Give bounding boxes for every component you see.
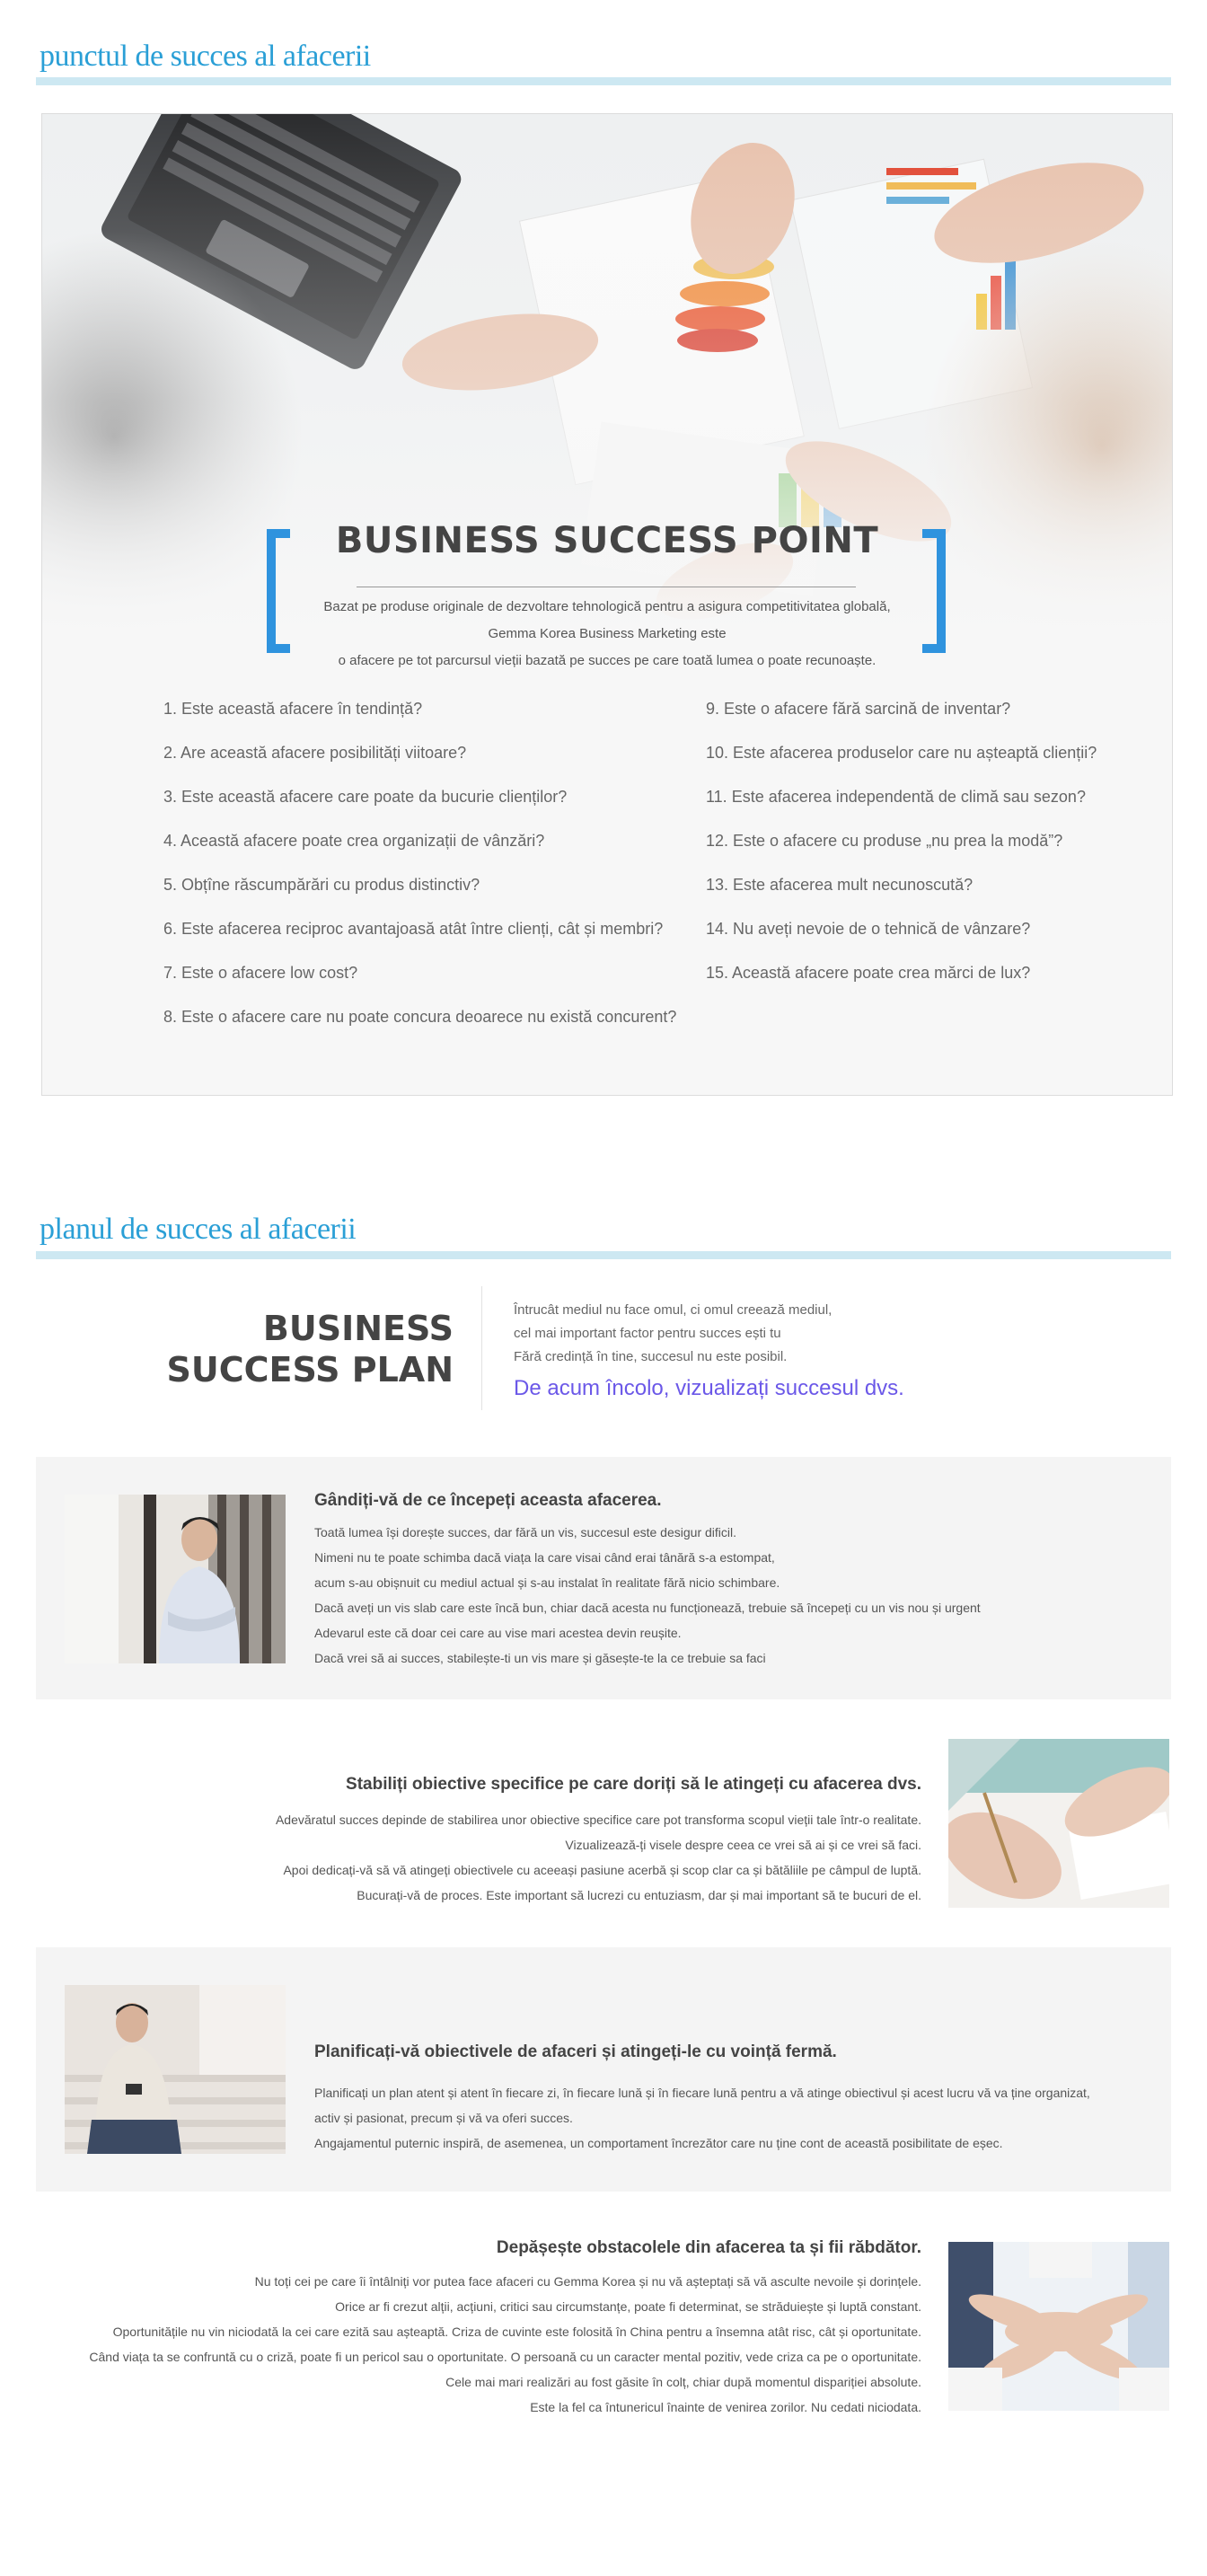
- block-4-line: Când viața ta se confruntă cu o criză, poate fi un pericol sau o oportunitate. O persoană cu un caracter mental pozitiv, vede criza ca pe o oportunitate.: [89, 2350, 921, 2364]
- intro-line-2: cel mai important factor pentru succes ești tu: [514, 1326, 781, 1341]
- block-1-line: Toată lumea își dorește succes, dar fără un vis, succesul este desigur dificil.: [314, 1525, 736, 1539]
- success-point-panel: [41, 113, 1173, 1096]
- success-plan-heading: [135, 1308, 454, 1390]
- question-item: 12. Este o afacere cu produse „nu prea la modă”?: [706, 832, 1063, 850]
- block-3-line: activ și pasionat, precum și vă va oferi succes.: [314, 2111, 573, 2125]
- question-item: 9. Este o afacere fără sarcină de inventar?: [706, 700, 1011, 718]
- block-1-line: Dacă aveți un vis slab care este încă bun, chiar dacă acesta nu funcționează, trebuie să începeți cu un vis nou și urgent: [314, 1601, 981, 1615]
- block-4-title: Depășește obstacolele din afacerea ta și fii răbdător.: [496, 2238, 921, 2257]
- block-1-line: Adevarul este că doar cei care au vise mari acestea devin reușite.: [314, 1626, 682, 1640]
- man-sitting-stairs-photo: [65, 1985, 286, 2154]
- vertical-divider: [481, 1286, 482, 1410]
- plan-heading-line-1: BUSINESS: [262, 1309, 454, 1348]
- section-rule: [36, 77, 1171, 85]
- block-1-line: Dacă vrei să ai succes, stabilește-ti un vis mare și găsește-te la ce trebuie sa faci: [314, 1651, 766, 1665]
- question-item: 11. Este afacerea independentă de climă sau sezon?: [706, 788, 1086, 806]
- visualize-success-text: De acum încolo, vizualizați succesul dvs.: [514, 1376, 904, 1400]
- block-1-line: Nimeni nu te poate schimba dacă viața la care visai când erai tânără s-a estompat,: [314, 1550, 775, 1565]
- question-item: 2. Are această afacere posibilități viitoare?: [163, 744, 467, 762]
- block-3-line: Angajamentul puternic inspiră, de asemenea, un comportament încrezător care nu ține cont de această posibilitate de eșec.: [314, 2136, 1003, 2150]
- question-item: 14. Nu aveți nevoie de o tehnică de vânzare?: [706, 920, 1031, 938]
- block-2-title: Stabiliți obiective specifice pe care doriți să le atingeți cu afacerea dvs.: [346, 1775, 921, 1794]
- subtitle-line-1: Bazat pe produse originale de dezvoltare tehnologică pentru a asigura competitivitatea globală,: [323, 599, 891, 614]
- team-hands-photo: [948, 2242, 1169, 2411]
- block-2-line: Apoi dedicați-vă să vă atingeți obiectivele cu aceeași pasiune acerbă și scop clar ca și bătăliile pe câmpul de luptă.: [283, 1863, 921, 1877]
- success-point-heading: BUSINESS SUCCESS POINT: [335, 520, 879, 561]
- section-title-success-plan: planul de succes al afacerii: [40, 1213, 357, 1246]
- block-4-line: Este la fel ca întunericul înainte de venirea zorilor. Nu cedati niciodata.: [530, 2400, 921, 2414]
- section-rule: [36, 1251, 1171, 1259]
- question-item: 8. Este o afacere care nu poate concura deoarece nu există concurent?: [163, 1008, 677, 1026]
- man-thinking-photo: [65, 1495, 286, 1663]
- question-item: 7. Este o afacere low cost?: [163, 964, 358, 982]
- block-3-title: Planificați-vă obiectivele de afaceri și atingeți-le cu voință fermă.: [314, 2042, 837, 2061]
- question-item: 10. Este afacerea produselor care nu așteaptă clienții?: [706, 744, 1097, 762]
- intro-line-1: Întrucât mediul nu face omul, ci omul creează mediul,: [514, 1302, 833, 1318]
- intro-line-3: Fără credință în tine, succesul nu este posibil.: [514, 1349, 788, 1364]
- block-2-line: Bucurați-vă de proces. Este important să lucrezi cu entuziasm, dar și mai important să te bucuri de el.: [357, 1888, 921, 1902]
- question-item: 13. Este afacerea mult necunoscută?: [706, 876, 974, 894]
- block-3-line: Planificați un plan atent și atent în fiecare zi, în fiecare lună și în fiecare lună pentru a vă atinge obiectivul și acest lucru vă va ține organizat,: [314, 2086, 1090, 2100]
- block-2-line: Adevăratul succes depinde de stabilirea unor obiective specifice care pot transforma scopul vieții tale într-o realitate.: [275, 1813, 921, 1827]
- question-item: 3. Este această afacere care poate da bucurie clienților?: [163, 788, 568, 806]
- block-4-line: Oportunitățile nu vin niciodată la cei care ezită sau așteaptă. Criza de cuvinte este folosită în China pentru a însemna atât risc, cât și oportunitate.: [112, 2325, 921, 2339]
- writing-hand-photo: [948, 1739, 1169, 1908]
- question-item: 1. Este această afacere în tendință?: [163, 700, 423, 718]
- block-1-line: acum s-au obișnuit cu mediul actual și s-au instalat în realitate fără nicio schimbare.: [314, 1575, 780, 1590]
- block-2-line: Vizualizează-ți visele despre ceea ce vrei să ai și ce vrei să faci.: [565, 1838, 921, 1852]
- question-item: 15. Această afacere poate crea mărci de lux?: [706, 964, 1031, 982]
- subtitle-line-2: Gemma Korea Business Marketing este: [488, 626, 727, 641]
- question-item: 6. Este afacerea reciproc avantajoasă atât între clienți, cât și membri?: [163, 920, 664, 938]
- block-1-title: Gândiți-vă de ce începeți aceasta afacerea.: [314, 1491, 662, 1510]
- section-title-success-point: punctul de succes al afacerii: [40, 40, 371, 73]
- question-item: 5. Obțîne răscumpărări cu produs distinctiv?: [163, 876, 480, 894]
- subtitle-line-3: o afacere pe tot parcursul vieții bazată pe succes pe care toată lumea o poate recunoaște.: [338, 653, 877, 668]
- question-item: 4. Această afacere poate crea organizații de vânzări?: [163, 832, 545, 850]
- plan-heading-line-2: SUCCESS PLAN: [166, 1350, 454, 1389]
- block-4-line: Orice ar fi crezut alții, acțiuni, critici sau circumstanțe, poate fi determinat, se străduiește și luptă constant.: [335, 2299, 921, 2314]
- questions-right-column: [706, 700, 1097, 1008]
- questions-left-column: [163, 700, 676, 1052]
- block-4-line: Cele mai mari realizări au fost găsite în colț, chiar după momentul dispariției absolute.: [445, 2375, 921, 2389]
- block-4-line: Nu toți cei pe care îi întâlniți vor putea face afaceri cu Gemma Korea și nu vă așteptați să vă asculte nevoile și dorințele.: [254, 2274, 921, 2289]
